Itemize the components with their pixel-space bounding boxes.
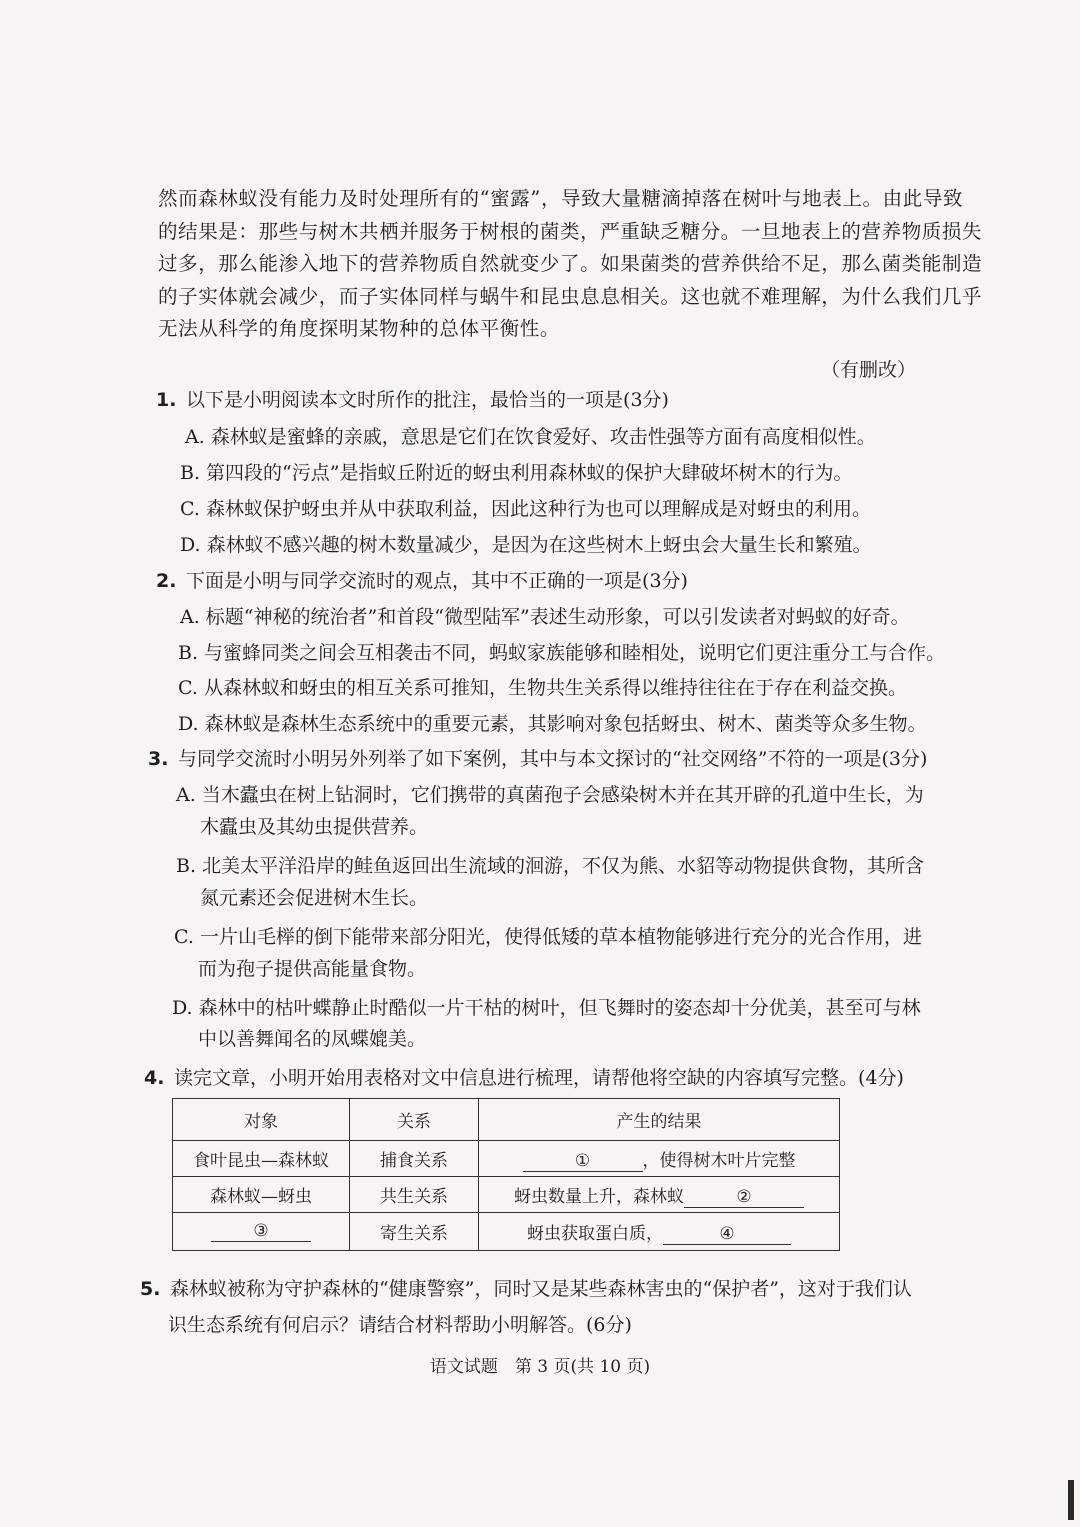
table-row bbox=[173, 1141, 840, 1177]
reading-passage bbox=[158, 183, 983, 346]
passage-line: 过多，那么能渗入地下的营养物质自然就变少了。如果菌类的营养供给不足，那么菌类能制造 bbox=[158, 252, 983, 275]
table-cell-object: 森林蚁—蚜虫 bbox=[173, 1177, 350, 1213]
option-c: C. 森林蚁保护蚜虫并从中获取利益，因此这种行为也可以理解成是对蚜虫的利用。 bbox=[180, 498, 871, 520]
question-stem-line2: 识生态系统有何启示？请结合材料帮助小明解答。(6分) bbox=[168, 1314, 632, 1336]
option-b: B. 第四段的“污点”是指蚁丘附近的蚜虫利用森林蚁的保护大肆破坏树木的行为。 bbox=[180, 462, 853, 484]
question-2 bbox=[156, 566, 688, 593]
question-stem: 读完文章，小明开始用表格对文中信息进行梳理，请帮他将空缺的内容填写完整。(4分) bbox=[174, 1067, 904, 1089]
table-cell-relation: 捕食关系 bbox=[350, 1141, 479, 1177]
option-d-line2: 中以善舞闻名的凤蝶媲美。 bbox=[198, 1028, 427, 1050]
table-row bbox=[173, 1177, 840, 1213]
info-table bbox=[172, 1098, 840, 1251]
page-footer: 语文试题 第 3 页(共 10 页) bbox=[429, 1357, 651, 1377]
table-cell-object bbox=[173, 1213, 350, 1251]
option-c-line1: C. 一片山毛榉的倒下能带来部分阳光，使得低矮的草本植物能够进行充分的光合作用，进 bbox=[174, 926, 922, 948]
option-d: D. 森林蚁是森林生态系统中的重要元素，其影响对象包括蚜虫、树木、菌类等众多生物。 bbox=[178, 713, 927, 735]
question-stem: 下面是小明与同学交流时的观点，其中不正确的一项是(3分) bbox=[186, 570, 688, 592]
table-cell-result bbox=[479, 1177, 840, 1213]
table-cell-result bbox=[479, 1213, 840, 1251]
result-prefix: 蚜虫获取蛋白质， bbox=[527, 1223, 663, 1244]
option-c: C. 从森林蚁和蚜虫的相互关系可推知，生物共生关系得以维持往往在于存在利益交换。 bbox=[178, 677, 907, 699]
table-header: 对象 bbox=[173, 1099, 350, 1141]
question-stem: 以下是小明阅读本文时所作的批注，最恰当的一项是(3分) bbox=[186, 389, 669, 411]
table-row bbox=[173, 1213, 840, 1251]
option-b-line2: 氮元素还会促进树木生长。 bbox=[200, 887, 429, 909]
table-header: 产生的结果 bbox=[479, 1099, 840, 1141]
option-a: A. 森林蚁是蜜蜂的亲戚，意思是它们在饮食爱好、攻击性强等方面有高度相似性。 bbox=[185, 426, 876, 448]
answer-blank[interactable]: ④ bbox=[663, 1224, 791, 1245]
option-a-line2: 木蠹虫及其幼虫提供营养。 bbox=[200, 816, 429, 838]
question-stem-line1: 森林蚁被称为守护森林的“健康警察”，同时又是某些森林害虫的“保护者”，这对于我们认 bbox=[170, 1278, 912, 1300]
option-c-line2: 而为孢子提供高能量食物。 bbox=[198, 958, 427, 980]
question-3 bbox=[148, 744, 927, 771]
scan-edge-mark bbox=[1068, 1480, 1074, 1520]
option-a: A. 标题“神秘的统治者”和首段“微型陆军”表述生动形象，可以引发读者对蚂蚁的好奇。 bbox=[180, 606, 910, 628]
passage-line: 的子实体就会减少，而子实体同样与蜗牛和昆虫息息相关。这也就不难理解，为什么我们几乎 bbox=[158, 284, 983, 308]
passage-line: 无法从科学的角度探明某物种的总体平衡性。 bbox=[158, 317, 561, 340]
table-cell-relation: 寄生关系 bbox=[350, 1213, 479, 1251]
option-a-line1: A. 当木蠹虫在树上钻洞时，它们携带的真菌孢子会感染树木并在其开辟的孔道中生长，为 bbox=[176, 784, 924, 806]
table-header-row bbox=[173, 1099, 840, 1141]
question-number: 3. bbox=[148, 748, 169, 770]
answer-blank[interactable]: ② bbox=[684, 1187, 804, 1208]
option-b: B. 与蜜蜂同类之间会互相袭击不同，蚂蚁家族能够和睦相处，说明它们更注重分工与合作。 bbox=[178, 642, 946, 664]
answer-blank[interactable]: ① bbox=[523, 1151, 643, 1172]
table-cell-object: 食叶昆虫—森林蚁 bbox=[173, 1141, 350, 1177]
question-5 bbox=[140, 1274, 912, 1337]
question-number: 2. bbox=[156, 570, 177, 592]
result-suffix: ，使得树木叶片完整 bbox=[642, 1150, 796, 1171]
option-b-line1: B. 北美太平洋沿岸的鲑鱼返回出生流域的洄游，不仅为熊、水貂等动物提供食物，其所含 bbox=[176, 855, 925, 877]
question-4 bbox=[144, 1063, 904, 1090]
table-cell-result bbox=[479, 1141, 840, 1177]
option-d: D. 森林蚁不感兴趣的树木数量减少，是因为在这些树木上蚜虫会大量生长和繁殖。 bbox=[180, 534, 872, 556]
passage-line: 然而森林蚁没有能力及时处理所有的“蜜露”，导致大量糖滴掉落在树叶与地表上。由此导致 bbox=[158, 187, 964, 210]
answer-blank[interactable]: ③ bbox=[211, 1221, 311, 1242]
source-note: （有删改） bbox=[820, 359, 916, 381]
question-number: 1. bbox=[156, 389, 177, 411]
table-cell-relation: 共生关系 bbox=[350, 1177, 479, 1213]
question-number: 5. bbox=[140, 1278, 161, 1300]
result-prefix: 蚜虫数量上升，森林蚁 bbox=[514, 1186, 684, 1207]
question-number: 4. bbox=[144, 1067, 165, 1089]
question-stem: 与同学交流时小明另外列举了如下案例，其中与本文探讨的“社交网络”不符的一项是(3分) bbox=[178, 748, 928, 770]
option-d-line1: D. 森林中的枯叶蝶静止时酷似一片干枯的树叶，但飞舞时的姿态却十分优美，甚至可与林 bbox=[172, 997, 921, 1019]
question-1 bbox=[156, 385, 669, 412]
passage-line: 的结果是：那些与树木共栖并服务于树根的菌类，严重缺乏糖分。一旦地表上的营养物质损失 bbox=[158, 219, 983, 243]
table-header: 关系 bbox=[350, 1099, 479, 1141]
